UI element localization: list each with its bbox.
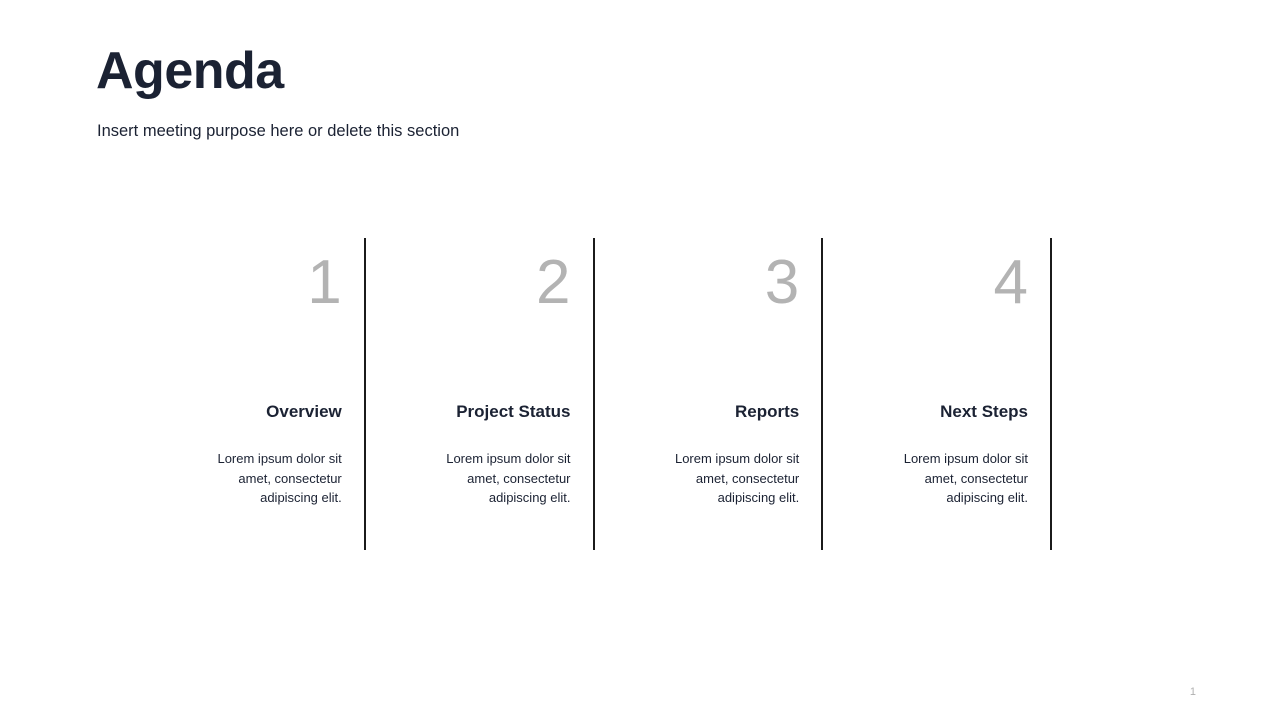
agenda-item-heading: Reports xyxy=(735,402,800,421)
agenda-item-2[interactable] xyxy=(366,238,595,550)
agenda-item-heading: Next Steps xyxy=(940,402,1028,421)
page-number: 1 xyxy=(1189,686,1196,698)
agenda-item-heading: Overview xyxy=(266,402,342,421)
page-title: Agenda xyxy=(96,42,284,100)
agenda-item-number: 4 xyxy=(993,248,1028,317)
page-subtitle: Insert meeting purpose here or delete this section xyxy=(97,122,460,140)
agenda-item-heading: Project Status xyxy=(456,402,571,421)
agenda-item-1[interactable] xyxy=(137,238,366,550)
agenda-item-3[interactable] xyxy=(595,238,824,550)
agenda-item-body: Lorem ipsum dolor sit amet, consectetur adipiscing elit. xyxy=(674,451,800,505)
agenda-item-number: 2 xyxy=(536,248,571,317)
agenda-item-body: Lorem ipsum dolor sit amet, consectetur adipiscing elit. xyxy=(903,451,1028,505)
agenda-columns xyxy=(137,238,1052,550)
agenda-item-body: Lorem ipsum dolor sit amet, consectetur adipiscing elit. xyxy=(217,451,342,505)
agenda-item-number: 3 xyxy=(764,248,800,317)
agenda-item-body: Lorem ipsum dolor sit amet, consectetur adipiscing elit. xyxy=(446,451,571,505)
agenda-item-4[interactable] xyxy=(823,238,1052,550)
agenda-item-number: 1 xyxy=(307,248,342,317)
